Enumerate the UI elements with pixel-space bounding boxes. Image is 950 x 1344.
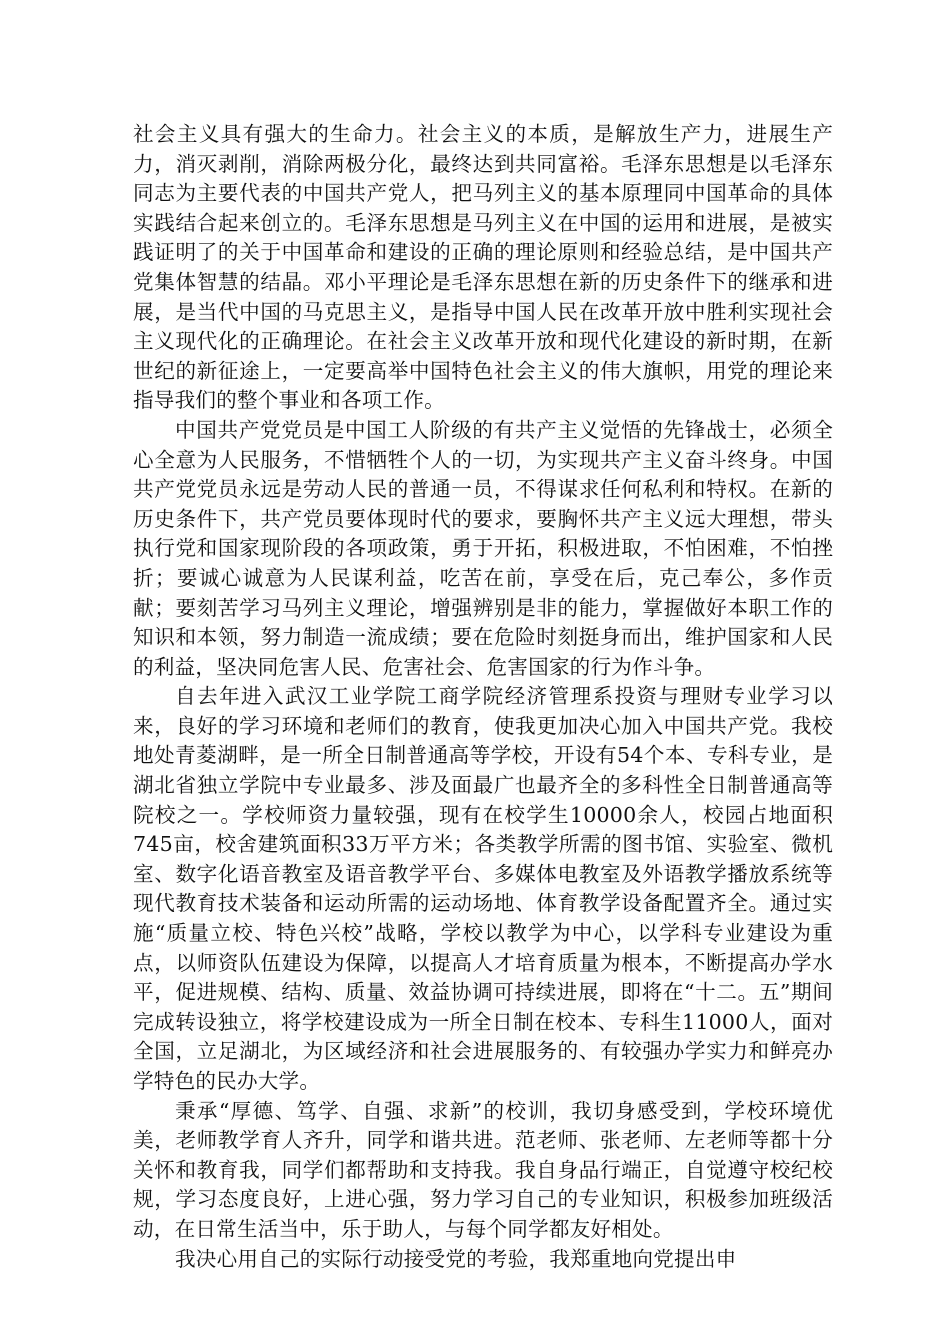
paragraph-socialism-theory: 社会主义具有强大的生命力。社会主义的本质，是解放生产力，进展生产力，消灭剥削，消除两极分化，最终达到共同富裕。毛泽东思想是以毛泽东同志为主要代表的中国共产党人，把马列主义的基本原理同中国革命的具体实践结合起来创立的。毛泽东思想是马列主义在中国的运用和进展，是被实践证明了的关于中国革命和建设的正确的理论原则和经验总结，是中国共产党集体智慧的结晶。邓小平理论是毛泽东思想在新的历史条件下的继承和进展，是当代中国的马克思主义，是指导中国人民在改革开放中胜利实现社会主义现代化的正确理论。在社会主义改革开放和现代化建设的新时期，在新世纪的新征途上，一定要高举中国特色社会主义的伟大旗帜，用党的理论来指导我们的整个事业和各项工作。 [133,122,833,413]
paragraph-application-statement: 我决心用自己的实际行动接受党的考验，我郑重地向党提出申 [175,1246,737,1271]
document-body [133,120,833,1274]
paragraph-party-member-duties: 中国共产党党员是中国工人阶级的有共产主义觉悟的先锋战士，必须全心全意为人民服务，不惜牺牲个人的一切，为实现共产主义奋斗终身。中国共产党党员永远是劳动人民的普通一员，不得谋求任何私利和特权。在新的历史条件下，共产党员要体现时代的要求，要胸怀共产主义远大理想，带头执行党和国家现阶段的各项政策，勇于开拓，积极进取，不怕困难，不怕挫折；要诚心诚意为人民谋利益，吃苦在前，享受在后，克己奉公，多作贡献；要刻苦学习马列主义理论，增强辨别是非的能力，掌握做好本职工作的知识和本领，努力制造一流成绩；要在危险时刻挺身而出，维护国家和人民的利益，坚决同危害人民、危害社会、危害国家的行为作斗争。 [133,417,833,679]
paragraph-school-introduction: 自去年进入武汉工业学院工商学院经济管理系投资与理财专业学习以来，良好的学习环境和老师们的教育，使我更加决心加入中国共产党。我校地处青菱湖畔，是一所全日制普通高等学校，开设有54个本、专科专业，是湖北省独立学院中专业最多、涉及面最广也最齐全的多科性全日制普通高等院校之一。学校师资力量较强，现有在校学生10000余人，校园占地面积745亩，校舍建筑面积33万平方米；各类教学所需的图书馆、实验室、微机室、数字化语音教室及语音教学平台、多媒体电教室及外语教学播放系统等现代教育技术装备和运动所需的运动场地、体育教学设备配置齐全。通过实施“质量立校、特色兴校”战略，学校以教学为中心，以学科专业建设为重点，以师资队伍建设为保障，以提高人才培育质量为根本，不断提高办学水平，促进规模、结构、质量、效益协调可持续进展，即将在“十二。五”期间完成转设独立，将学校建设成为一所全日制在校本、专科生11000人，面对全国，立足湖北，为区域经济和社会进展服务的、有较强办学实力和鲜亮办学特色的民办大学。 [133,684,833,1093]
paragraph-personal-experience: 秉承“厚德、笃学、自强、求新”的校训，我切身感受到，学校环境优美，老师教学育人齐升，同学和谐共进。范老师、张老师、左老师等都十分关怀和教育我，同学们都帮助和支持我。我自身品行端正，自觉遵守校纪校规，学习态度良好，上进心强，努力学习自己的专业知识，积极参加班级活动，在日常生活当中，乐于助人，与每个同学都友好相处。 [133,1098,833,1241]
